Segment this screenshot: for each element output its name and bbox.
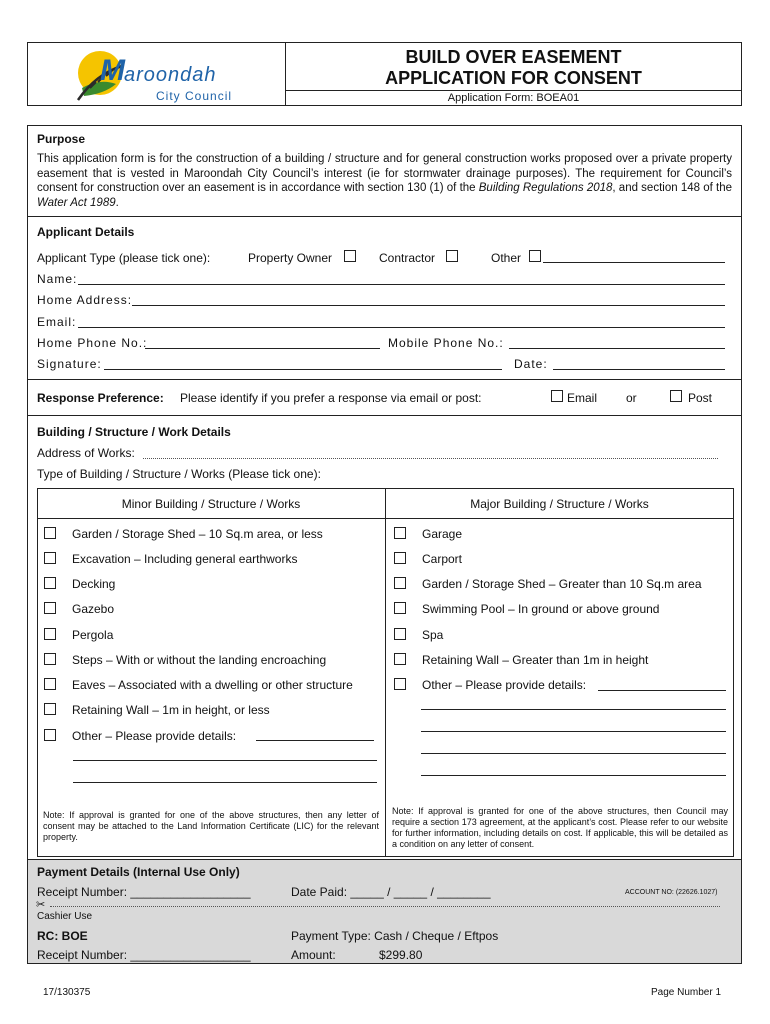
major-item-label: Swimming Pool – In ground or above ground — [422, 602, 660, 616]
minor-item-checkbox[interactable] — [44, 552, 56, 564]
owner-checkbox[interactable] — [344, 250, 356, 262]
minor-item-label: Pergola — [72, 628, 114, 642]
works-table-header-divider — [37, 518, 734, 519]
contractor-checkbox[interactable] — [446, 250, 458, 262]
major-other-field[interactable] — [598, 690, 726, 691]
header-subdivider — [285, 90, 742, 91]
payment-heading: Payment Details (Internal Use Only) — [37, 865, 240, 879]
major-item-checkbox[interactable] — [394, 628, 406, 640]
address-label: Home Address: — [37, 293, 133, 307]
email-field[interactable] — [78, 327, 725, 328]
minor-item-label: Other – Please provide details: — [72, 729, 237, 743]
major-item-label: Carport — [422, 552, 463, 566]
response-email-checkbox[interactable] — [551, 390, 563, 402]
minor-other-line[interactable] — [73, 760, 377, 761]
response-post-checkbox[interactable] — [670, 390, 682, 402]
major-item-checkbox[interactable] — [394, 577, 406, 589]
divider — [27, 216, 742, 217]
minor-note: Note: If approval is granted for one of the above structures, then any letter of consent may be attached to the Land Information Certificate (LIC) for the relevant property. — [43, 810, 379, 842]
cashier-use: Cashier Use — [37, 911, 93, 922]
minor-item-label: Garden / Storage Shed – 10 Sq.m area, or less — [72, 527, 323, 541]
purpose-text-b: Building Regulations 2018 — [478, 182, 613, 194]
mobile-phone-label: Mobile Phone No.: — [388, 336, 504, 350]
form-code: Application Form: BOEA01 — [447, 92, 580, 104]
receipt-number-1: Receipt Number: __________________ — [37, 885, 251, 899]
major-other-line[interactable] — [421, 753, 726, 754]
amount-value: $299.80 — [379, 948, 423, 962]
logo-letter: M — [100, 54, 125, 87]
date-label: Date: — [514, 357, 548, 371]
response-text: Please identify if you prefer a response via email or post: — [180, 391, 482, 405]
minor-header: Minor Building / Structure / Works — [121, 497, 301, 511]
major-other-line[interactable] — [421, 731, 726, 732]
works-heading: Building / Structure / Work Details — [37, 425, 231, 439]
minor-item-checkbox[interactable] — [44, 703, 56, 715]
name-label: Name: — [37, 272, 78, 286]
purpose-heading: Purpose — [37, 132, 86, 146]
mobile-phone-field[interactable] — [509, 348, 725, 349]
major-other-line[interactable] — [421, 775, 726, 776]
logo-subtitle: City Council — [156, 89, 233, 103]
major-item-checkbox[interactable] — [394, 552, 406, 564]
cut-line — [50, 906, 720, 907]
opt-owner-label: Property Owner — [248, 251, 333, 265]
works-address-field[interactable] — [143, 458, 718, 459]
minor-item-label: Eaves – Associated with a dwelling or other structure — [72, 678, 353, 692]
minor-item-label: Gazebo — [72, 602, 115, 616]
major-item-label: Retaining Wall – Greater than 1m in height — [422, 653, 649, 667]
footer-page: Page Number 1 — [651, 987, 722, 998]
opt-other-label: Other — [491, 251, 522, 265]
applicant-heading: Applicant Details — [37, 225, 135, 239]
major-item-checkbox[interactable] — [394, 653, 406, 665]
address-field[interactable] — [132, 305, 725, 306]
minor-item-checkbox[interactable] — [44, 653, 56, 665]
divider — [27, 379, 742, 380]
purpose-text-d: Water Act 1989 — [37, 196, 116, 209]
response-or: or — [626, 391, 637, 405]
date-paid: Date Paid: _____ / _____ / ________ — [291, 885, 491, 899]
major-item-checkbox[interactable] — [394, 527, 406, 539]
purpose-text — [37, 152, 732, 210]
major-item-label: Other – Please provide details: — [422, 678, 587, 692]
payment-type: Payment Type: Cash / Cheque / Eftpos — [291, 929, 499, 943]
signature-field[interactable] — [104, 369, 502, 370]
major-item-checkbox[interactable] — [394, 602, 406, 614]
minor-item-checkbox[interactable] — [44, 577, 56, 589]
divider — [27, 415, 742, 416]
receipt-number-2: Receipt Number: __________________ — [37, 948, 251, 962]
logo-name: aroondah — [124, 64, 217, 86]
scissors-icon: ✂ — [36, 899, 46, 911]
response-post-label: Post — [688, 391, 713, 405]
form-title-line2: APPLICATION FOR CONSENT — [385, 68, 642, 88]
minor-item-checkbox[interactable] — [44, 527, 56, 539]
rc-code: RC: BOE — [37, 929, 88, 943]
major-header: Major Building / Structure / Works — [470, 497, 649, 511]
minor-item-checkbox[interactable] — [44, 678, 56, 690]
minor-other-line[interactable] — [73, 782, 377, 783]
purpose-text-a: This application form is for the construction of a building / structure and for general construction works proposed over a private property easement that is vested in Maroondah City Council’s interest (ie for stormwater drainage purposes). The requirement for Council’s consent for construction over an easement is in accordance with section 130 (1) of the — [37, 153, 732, 194]
minor-item-label: Steps – With or without the landing encroaching — [72, 653, 327, 667]
major-item-label: Spa — [422, 628, 444, 642]
form-title-line1: BUILD OVER EASEMENT — [405, 47, 622, 67]
home-phone-field[interactable] — [145, 348, 380, 349]
home-phone-label: Home Phone No.: — [37, 336, 148, 350]
applicant-type-label: Applicant Type (please tick one): — [37, 251, 211, 265]
works-address-label: Address of Works: — [37, 446, 135, 460]
minor-item-checkbox[interactable] — [44, 602, 56, 614]
minor-item-label: Decking — [72, 577, 116, 591]
opt-contractor-label: Contractor — [379, 251, 436, 265]
minor-item-label: Excavation – Including general earthworks — [72, 552, 298, 566]
major-note: Note: If approval is granted for one of the above structures, then Council may require a section 173 agreement, at the applicant’s cost. Please refer to our website for further information, including details on cost. If applicable, this will be detailed as a condition on any letter of consent. — [392, 806, 728, 849]
footer-ref: 17/130375 — [43, 987, 91, 998]
signature-label: Signature: — [37, 357, 102, 371]
other-field[interactable] — [543, 262, 725, 263]
account-number: ACCOUNT NO: (22626.1027) — [625, 889, 718, 896]
date-field[interactable] — [553, 369, 725, 370]
major-item-label: Garage — [422, 527, 463, 541]
minor-item-checkbox[interactable] — [44, 628, 56, 640]
works-type-label: Type of Building / Structure / Works (Please tick one): — [37, 467, 321, 481]
response-email-label: Email — [567, 391, 598, 405]
minor-other-field[interactable] — [256, 740, 374, 741]
major-item-label: Garden / Storage Shed – Greater than 10 Sq.m area — [422, 577, 702, 591]
minor-item-label: Retaining Wall – 1m in height, or less — [72, 703, 270, 717]
minor-item-checkbox[interactable] — [44, 729, 56, 741]
purpose-text-c: , and section 148 of the — [612, 182, 732, 194]
response-label: Response Preference: — [37, 391, 164, 405]
purpose-text-e: . — [115, 196, 119, 209]
name-field[interactable] — [78, 284, 725, 285]
other-checkbox[interactable] — [529, 250, 541, 262]
major-item-checkbox[interactable] — [394, 678, 406, 690]
major-other-line[interactable] — [421, 709, 726, 710]
works-table-col-divider — [385, 488, 386, 857]
email-label: Email: — [37, 315, 77, 329]
amount-label: Amount: — [291, 948, 336, 962]
